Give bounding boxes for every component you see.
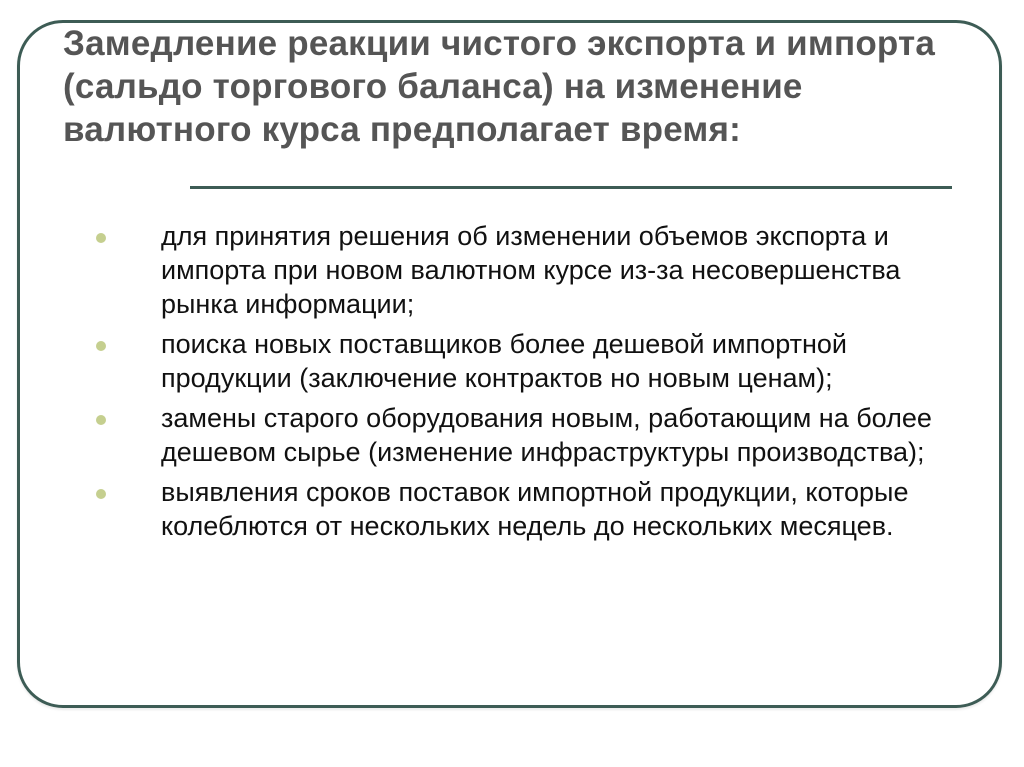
- bullet-list: [0, 219, 1024, 549]
- slide-title: Замедление реакции чистого экспорта и импорта (сальдо торгового баланса) на изменение валютного курса предполагает время:: [63, 24, 936, 149]
- title-underline: [190, 186, 952, 189]
- bullet-dot-icon: [96, 233, 106, 243]
- bullet-text: поиска новых поставщиков более дешевой импортной продукции (заключение контрактов но новым ценам);: [161, 329, 847, 393]
- bullet-item: [0, 327, 951, 395]
- bullet-dot-icon: [96, 415, 106, 425]
- bullet-item: [0, 401, 951, 469]
- bullet-item: [0, 475, 951, 543]
- bullet-text: для принятия решения об изменении объемов экспорта и импорта при новом валютном курсе из-за несовершенства рынка информации;: [161, 221, 901, 319]
- bullet-dot-icon: [96, 341, 106, 351]
- bullet-text: замены старого оборудования новым, работающим на более дешевом сырье (изменение инфраструктуры производства);: [161, 403, 932, 467]
- bullet-item: [0, 219, 951, 321]
- bullet-text: выявления сроков поставок импортной продукции, которые колеблются от нескольких недель до нескольких месяцев.: [161, 477, 909, 541]
- bullet-dot-icon: [96, 489, 106, 499]
